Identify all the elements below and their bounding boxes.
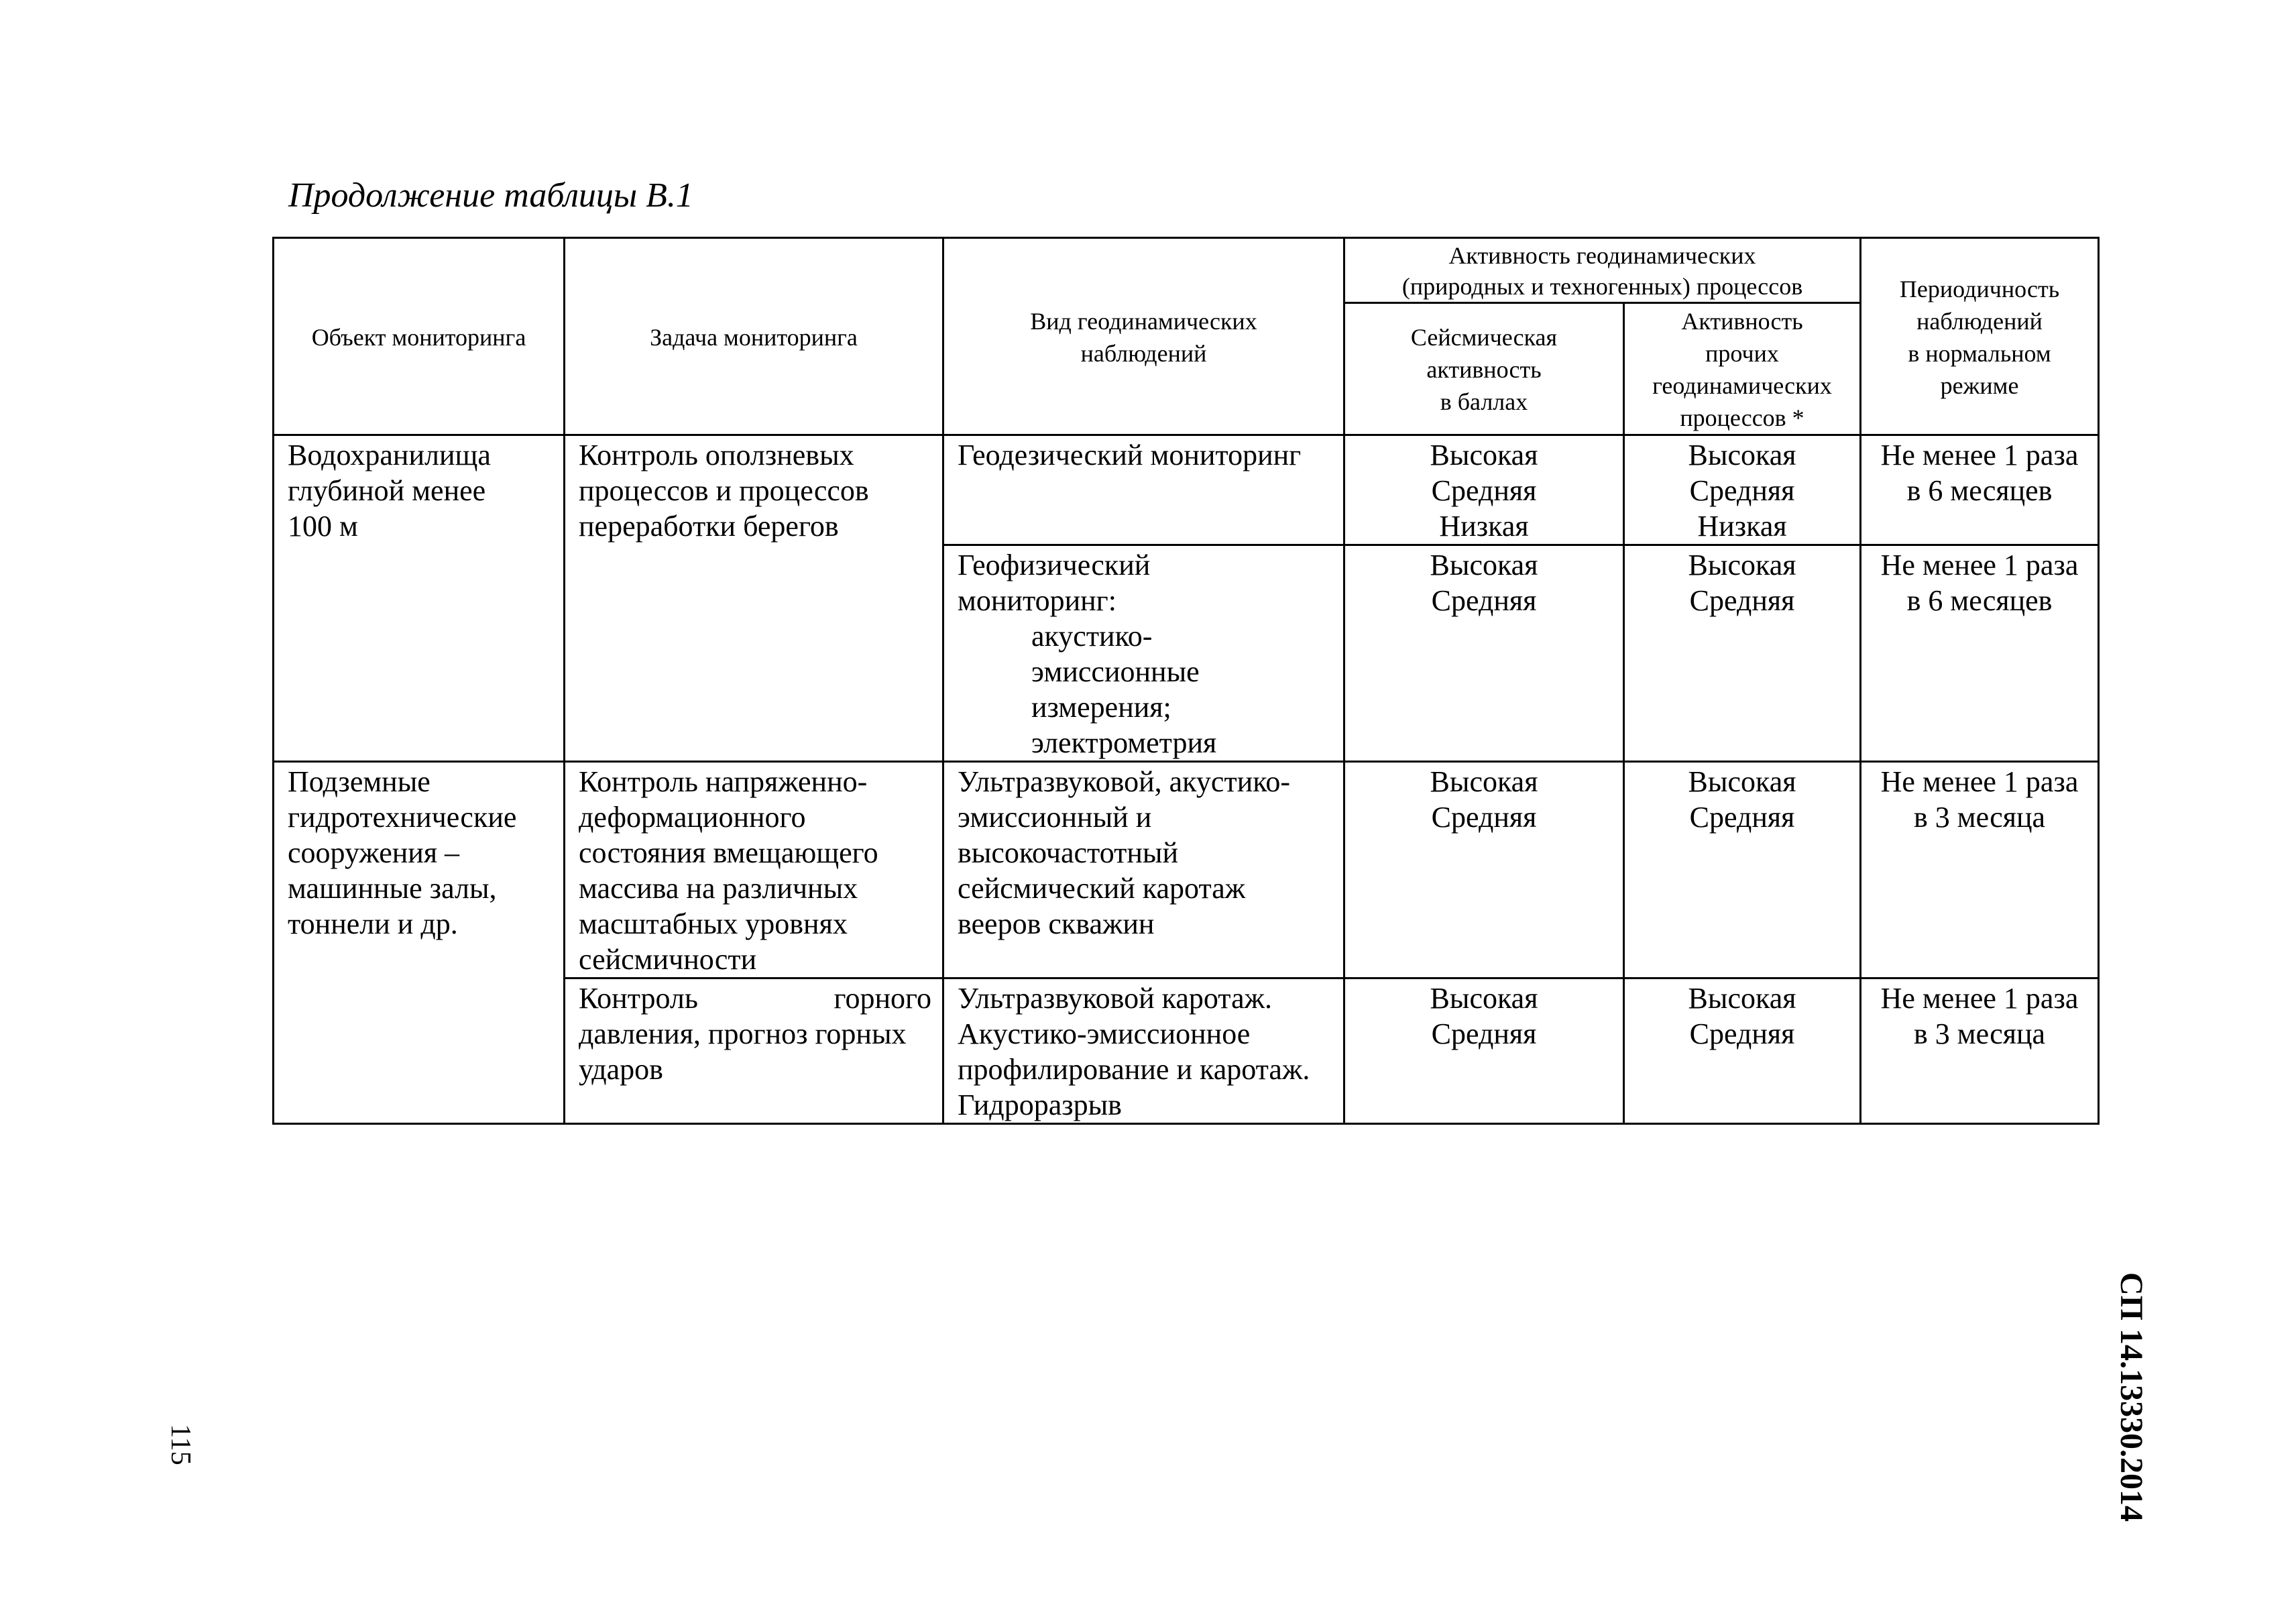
cell-task — [565, 435, 943, 762]
cell-object — [274, 762, 565, 1124]
cell-line: Средняя — [1689, 1017, 1795, 1050]
header-other-line: Активность — [1681, 308, 1803, 335]
cell-line: Низкая — [1439, 510, 1529, 543]
header-object-text: Объект мониторинга — [311, 323, 526, 351]
cell-task — [565, 978, 943, 1124]
table-row — [274, 762, 2099, 978]
header-period-line: в нормальном — [1908, 339, 2051, 367]
cell-line: массива на различных — [579, 872, 858, 905]
cell-line: Высокая — [1688, 982, 1796, 1015]
cell-line: Низкая — [1697, 510, 1787, 543]
cell-line: Высокая — [1430, 765, 1538, 798]
cell-line: электрометрия — [1031, 726, 1217, 759]
cell-line: эмиссионный и — [958, 801, 1152, 834]
cell-line: Не менее 1 раза — [1880, 549, 2079, 581]
table-caption: Продолжение таблицы В.1 — [288, 176, 693, 215]
cell-line: Высокая — [1688, 439, 1796, 471]
cell-line: в 6 месяцев — [1906, 584, 2053, 617]
cell-line: акустико- — [1031, 620, 1153, 653]
header-task — [565, 238, 943, 435]
cell-line: глубиной менее — [288, 474, 486, 507]
cell-line: Ультразвуковой каротаж. — [958, 982, 1273, 1015]
cell-line: гидротехнические — [288, 801, 517, 834]
cell-seismic — [1344, 762, 1624, 978]
header-type-line: наблюдений — [1080, 339, 1207, 367]
cell-task — [565, 762, 943, 978]
cell-line: профилирование и каротаж. — [958, 1053, 1310, 1086]
header-seismic — [1344, 303, 1624, 435]
cell-line: Не менее 1 раза — [1880, 982, 2079, 1015]
header-period-line: Периодичность — [1899, 275, 2060, 302]
cell-period — [1861, 545, 2099, 762]
cell-line: Средняя — [1689, 474, 1795, 507]
cell-line: мониторинг: — [958, 584, 1116, 617]
cell-line: тоннели и др. — [288, 907, 458, 940]
cell-line: масштабных уровнях — [579, 907, 848, 940]
cell-line: Геодезический мониторинг — [958, 439, 1302, 471]
monitoring-table — [272, 237, 2100, 1125]
cell-other — [1624, 545, 1861, 762]
cell-line: измерения; — [1031, 691, 1171, 724]
cell-line: Водохранилища — [288, 439, 491, 471]
header-row-1 — [274, 238, 2099, 303]
cell-seismic — [1344, 545, 1624, 762]
header-seismic-line: в баллах — [1440, 388, 1528, 415]
cell-line: процессов и процессов — [579, 474, 869, 507]
cell-type — [943, 435, 1344, 545]
document-code: СП 14.13330.2014 — [2114, 1272, 2149, 1522]
cell-period — [1861, 435, 2099, 545]
cell-line: 100 м — [288, 510, 358, 543]
cell-other — [1624, 978, 1861, 1124]
cell-line: Контроль напряженно- — [579, 765, 868, 798]
cell-line: Средняя — [1431, 474, 1537, 507]
cell-line: машинные залы, — [288, 872, 497, 905]
header-other-line: прочих — [1705, 340, 1779, 367]
header-activity — [1344, 238, 1861, 303]
cell-line: сейсмический каротаж — [958, 872, 1246, 905]
cell-line: Высокая — [1430, 439, 1538, 471]
cell-line: высокочастотный — [958, 836, 1179, 869]
cell-word: Контроль — [579, 982, 698, 1015]
cell-line: сейсмичности — [579, 943, 757, 976]
cell-line: сооружения – — [288, 836, 460, 869]
cell-line: ударов — [579, 1053, 663, 1086]
cell-line: состояния вмещающего — [579, 836, 878, 869]
cell-type — [943, 978, 1344, 1124]
cell-line: Не менее 1 раза — [1880, 765, 2079, 798]
header-type — [943, 238, 1344, 435]
cell-line: Средняя — [1431, 1017, 1537, 1050]
header-period-line: наблюдений — [1916, 307, 2043, 335]
cell-line: эмиссионные — [1031, 655, 1200, 688]
cell-seismic — [1344, 978, 1624, 1124]
cell-line: Подземные — [288, 765, 431, 798]
header-activity-line: Активность геодинамических — [1448, 242, 1756, 269]
cell-line: Ультразвуковой, акустико- — [958, 765, 1291, 798]
header-period — [1861, 238, 2099, 435]
cell-line — [579, 981, 942, 1016]
cell-line: Высокая — [1430, 549, 1538, 581]
cell-period — [1861, 762, 2099, 978]
cell-line: Средняя — [1431, 801, 1537, 834]
cell-line: Средняя — [1689, 584, 1795, 617]
cell-type — [943, 762, 1344, 978]
cell-other — [1624, 435, 1861, 545]
cell-line: в 3 месяца — [1913, 1017, 2046, 1050]
cell-line: Средняя — [1689, 801, 1795, 834]
cell-object — [274, 435, 565, 762]
cell-line: Гидроразрыв — [958, 1088, 1122, 1121]
header-other-line: геодинамических — [1652, 372, 1832, 399]
cell-seismic — [1344, 435, 1624, 545]
cell-line: в 3 месяца — [1913, 801, 2046, 834]
page-number: 115 — [165, 1424, 196, 1465]
cell-line: в 6 месяцев — [1906, 474, 2053, 507]
header-activity-line: (природных и техногенных) процессов — [1401, 273, 1803, 300]
cell-line: давления, прогноз горных — [579, 1017, 907, 1050]
cell-period — [1861, 978, 2099, 1124]
cell-line: переработки берегов — [579, 510, 839, 543]
table-row — [274, 435, 2099, 545]
cell-line: Высокая — [1688, 765, 1796, 798]
cell-line: вееров скважин — [958, 907, 1155, 940]
header-object — [274, 238, 565, 435]
header-seismic-line: активность — [1426, 356, 1542, 383]
header-type-line: Вид геодинамических — [1030, 307, 1257, 335]
header-task-text: Задача мониторинга — [650, 323, 858, 351]
cell-line: Высокая — [1430, 982, 1538, 1015]
cell-line: Геофизический — [958, 549, 1151, 581]
cell-line: деформационного — [579, 801, 806, 834]
cell-line: Контроль оползневых — [579, 439, 854, 471]
cell-line: Высокая — [1688, 549, 1796, 581]
cell-line: Акустико-эмиссионное — [958, 1017, 1251, 1050]
header-other-line: процессов * — [1680, 404, 1804, 431]
header-period-line: режиме — [1940, 372, 2019, 399]
cell-line: Не менее 1 раза — [1880, 439, 2079, 471]
cell-line: Средняя — [1431, 584, 1537, 617]
cell-other — [1624, 762, 1861, 978]
cell-type — [943, 545, 1344, 762]
cell-word: горного — [834, 982, 931, 1015]
header-other — [1624, 303, 1861, 435]
header-seismic-line: Сейсмическая — [1410, 324, 1558, 351]
